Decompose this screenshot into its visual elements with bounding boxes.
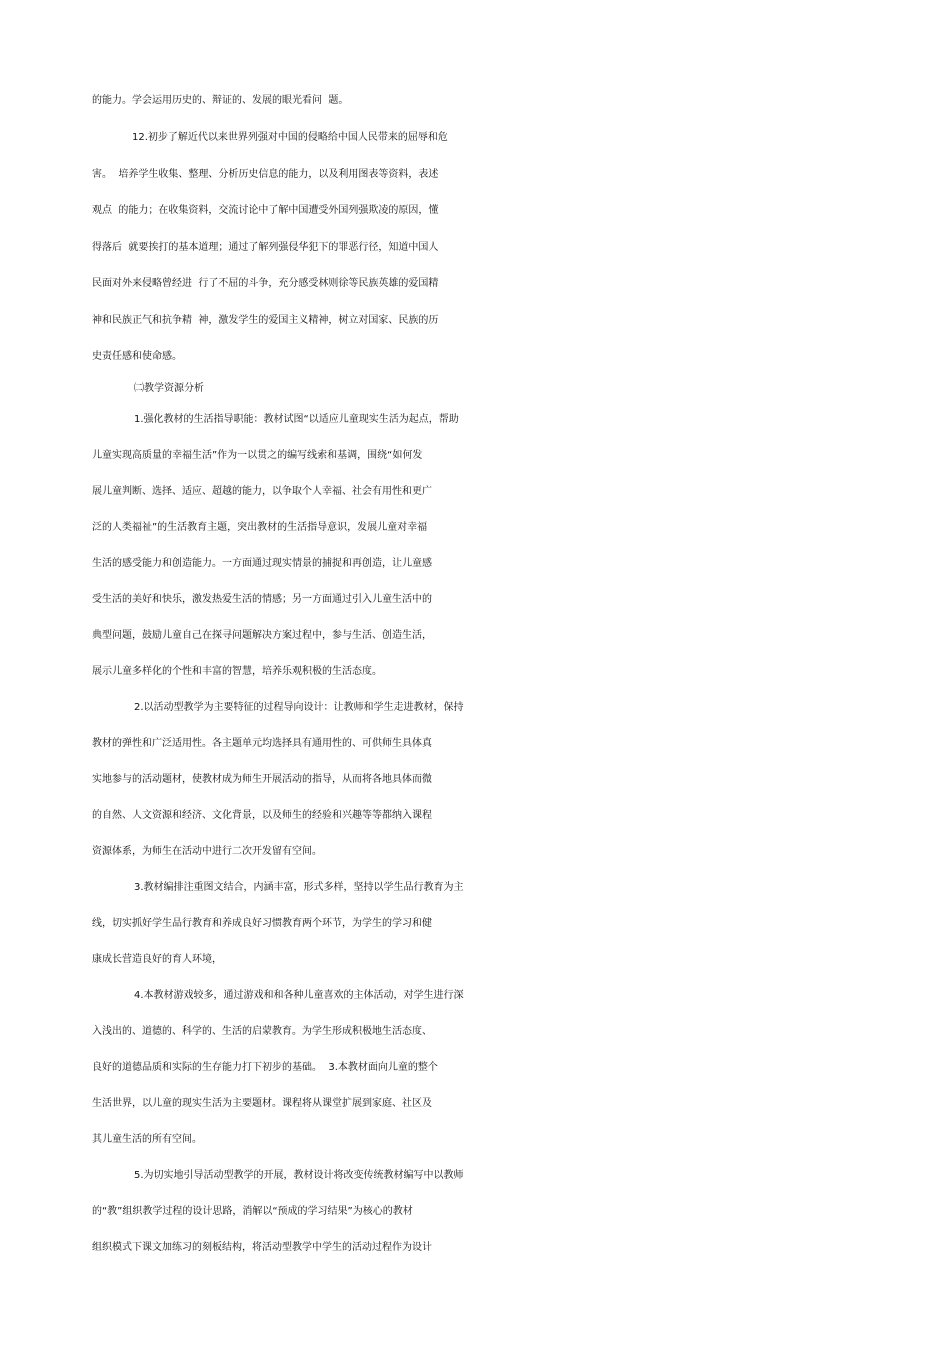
text-line: 的能力。学会运用历史的、辩证的、发展的眼光看问 题。 <box>92 95 349 106</box>
text-line: 其儿童生活的所有空间。 <box>92 1134 202 1145</box>
text-line: 泛的人类福祉”的生活教育主题，突出教材的生活指导意识，发展儿童对幸福 <box>92 522 428 533</box>
text-line: 组织模式下课文加练习的刻板结构，将活动型教学中学生的活动过程作为设计 <box>92 1242 432 1253</box>
text-line: 教材的弹性和广泛适用性。各主题单元均选择具有通用性的、可供师生具体真 <box>92 738 432 749</box>
text-line: 良好的道德品质和实际的生存能力打下初步的基础。 3.本教材面向儿童的整个 <box>92 1062 438 1073</box>
text-line: 受生活的美好和快乐，激发热爱生活的情感；另一方面通过引入儿童生活中的 <box>92 594 432 605</box>
text-line: 典型问题，鼓励儿童自己在探寻问题解决方案过程中，参与生活、创造生活， <box>92 630 432 641</box>
text-line: 得落后 就要挨打的基本道理；通过了解列强侵华犯下的罪恶行径，知道中国人 <box>92 242 439 253</box>
text-line: 儿童实现高质量的幸福生活”作为一以贯之的编写线索和基调，围绕“如何发 <box>92 450 423 461</box>
text-line: 观点 的能力；在收集资料，交流讨论中了解中国遭受外国列强欺凌的原因，懂 <box>92 205 439 216</box>
text-line: 史责任感和使命感。 <box>92 351 182 362</box>
text-line: 4.本教材游戏较多，通过游戏和和各种儿童喜欢的主体活动，对学生进行深 <box>134 990 464 1001</box>
text-line: 线，切实抓好学生品行教育和养成良好习惯教育两个环节，为学生的学习和健 <box>92 918 432 929</box>
text-line: 展儿童判断、选择、适应、超越的能力，以争取个人幸福、社会有用性和更广 <box>92 486 432 497</box>
text-line: 民面对外来侵略曾经进 行了不屈的斗争，充分感受林则徐等民族英雄的爱国精 <box>92 278 439 289</box>
text-line: 害。 培养学生收集、整理、分析历史信息的能力，以及利用图表等资料，表述 <box>92 169 439 180</box>
text-line: 资源体系，为师生在活动中进行二次开发留有空间。 <box>92 846 322 857</box>
text-line: 的“教”组织教学过程的设计思路，消解以“预成的学习结果”为核心的教材 <box>92 1206 413 1217</box>
text-line: 神和民族正气和抗争精 神，激发学生的爱国主义精神，树立对国家、民族的历 <box>92 315 439 326</box>
text-line: 1.强化教材的生活指导职能：教材试图“以适应儿童现实生活为起点，帮助 <box>134 414 459 425</box>
text-line: 入浅出的、道德的、科学的、生活的启蒙教育。为学生形成积极地生活态度、 <box>92 1026 432 1037</box>
section-heading: ㈡教学资源分析 <box>134 383 204 394</box>
text-line: 康成长营造良好的育人环境， <box>92 954 222 965</box>
text-line: 的自然、人文资源和经济、文化背景，以及师生的经验和兴趣等等都纳入课程 <box>92 810 432 821</box>
text-line: 12.初步了解近代以来世界列强对中国的侵略给中国人民带来的屈辱和危 <box>132 132 448 143</box>
text-line: 实地参与的活动题材，使教材成为师生开展活动的指导，从而将各地具体而微 <box>92 774 432 785</box>
text-line: 2.以活动型教学为主要特征的过程导向设计：让教师和学生走进教材，保持 <box>134 702 464 713</box>
text-line: 3.教材编排注重图文结合，内涵丰富，形式多样，坚持以学生品行教育为主 <box>134 882 464 893</box>
text-line: 生活的感受能力和创造能力。一方面通过现实情景的捕捉和再创造，让儿童感 <box>92 558 432 569</box>
text-line: 5.为切实地引导活动型教学的开展，教材设计将改变传统教材编写中以教师 <box>134 1170 464 1181</box>
text-line: 展示儿童多样化的个性和丰富的智慧，培养乐观积极的生活态度。 <box>92 666 382 677</box>
text-line: 生活世界，以儿童的现实生活为主要题材。课程将从课堂扩展到家庭、社区及 <box>92 1098 432 1109</box>
